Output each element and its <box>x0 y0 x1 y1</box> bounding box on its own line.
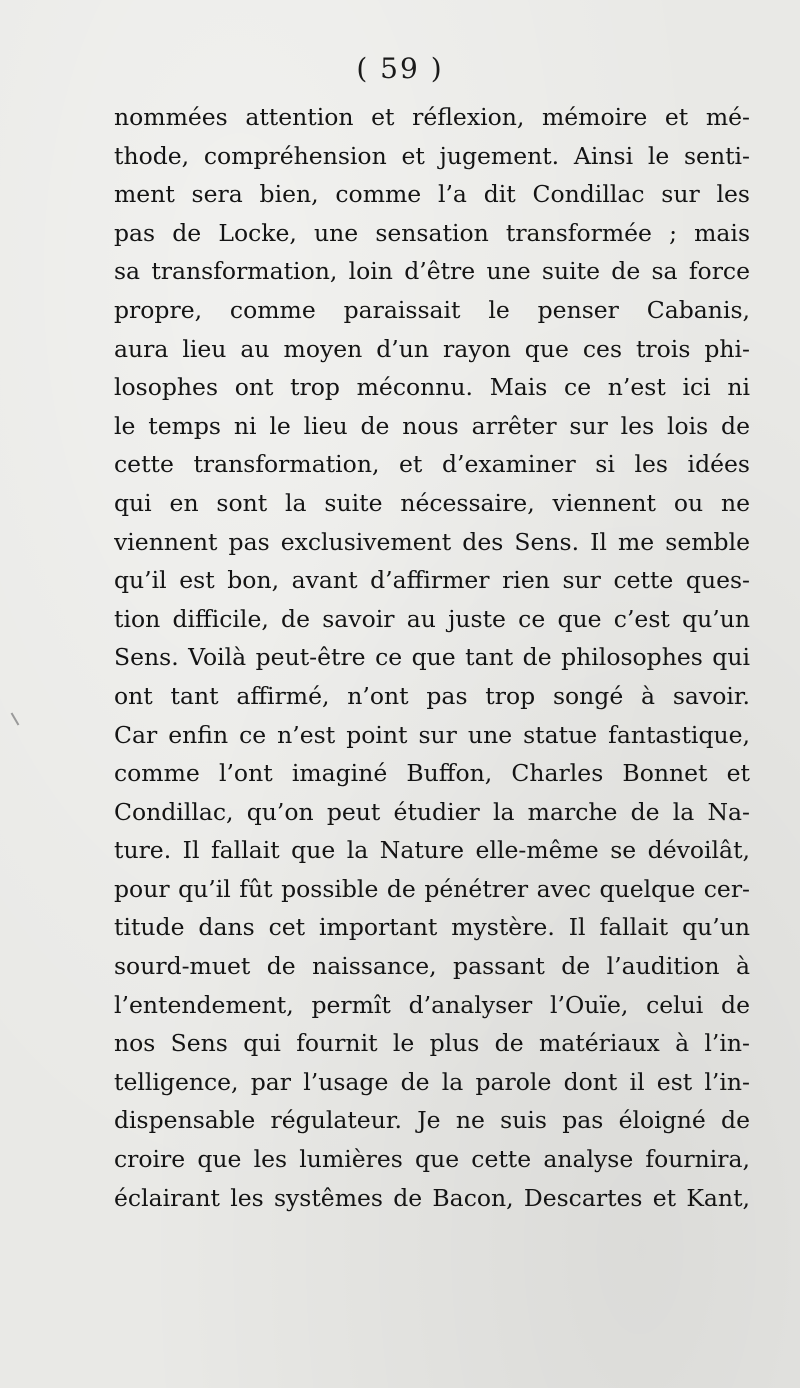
body-text <box>114 98 750 1217</box>
text-line: thode, compréhension et jugement. Ainsi le senti- <box>114 141 750 170</box>
text-line: cette transformation, et d’examiner si les idées <box>114 450 750 479</box>
text-line: tion difficile, de savoir au juste ce que c’est qu’un <box>114 604 750 633</box>
text-line: croire que les lumières que cette analyse fournira, <box>114 1145 750 1174</box>
text-line: éclairant les systêmes de Bacon, Descartes et Kant, <box>114 1183 750 1212</box>
text-line: sa transformation, loin d’être une suite de sa force <box>114 257 750 286</box>
text-line: nos Sens qui fournit le plus de matériaux à l’in- <box>114 1029 750 1058</box>
text-line: Condillac, qu’on peut étudier la marche de la Na- <box>114 797 750 826</box>
text-line: dispensable régulateur. Je ne suis pas éloigné de <box>114 1106 750 1135</box>
text-line: Car enfin ce n’est point sur une statue fantastique, <box>114 720 750 749</box>
text-line: Sens. Voilà peut-être ce que tant de philosophes qui <box>114 643 750 672</box>
paper-mark <box>11 712 20 725</box>
text-line: l’entendement, permît d’analyser l’Ouïe, celui de <box>114 990 750 1019</box>
text-line: viennent pas exclusivement des Sens. Il me semble <box>114 527 750 556</box>
text-line: titude dans cet important mystère. Il fallait qu’un <box>114 913 750 942</box>
text-line: telligence, par l’usage de la parole dont il est l’in- <box>114 1067 750 1096</box>
text-line: propre, comme paraissait le penser Cabanis, <box>114 295 750 324</box>
page-number: ( 59 ) <box>356 52 444 85</box>
text-line: aura lieu au moyen d’un rayon que ces trois phi- <box>114 334 750 363</box>
text-line: pas de Locke, une sensation transformée ; mais <box>114 218 750 247</box>
text-line: ont tant affirmé, n’ont pas trop songé à savoir. <box>114 681 750 710</box>
text-line: pour qu’il fût possible de pénétrer avec quelque cer- <box>114 874 750 903</box>
text-line: qu’il est bon, avant d’affirmer rien sur cette ques- <box>114 566 750 595</box>
text-line: losophes ont trop méconnu. Mais ce n’est ici ni <box>114 373 750 402</box>
text-line: le temps ni le lieu de nous arrêter sur les lois de <box>114 411 750 440</box>
text-line: nommées attention et réflexion, mémoire et mé- <box>114 103 750 131</box>
text-line: qui en sont la suite nécessaire, viennent ou ne <box>114 488 750 517</box>
text-line: sourd-muet de naissance, passant de l’audition à <box>114 952 750 981</box>
text-line: ment sera bien, comme l’a dit Condillac sur les <box>114 180 750 209</box>
text-line: ture. Il fallait que la Nature elle-même se dévoilât, <box>114 836 750 865</box>
text-line: comme l’ont imaginé Buffon, Charles Bonnet et <box>114 759 750 788</box>
